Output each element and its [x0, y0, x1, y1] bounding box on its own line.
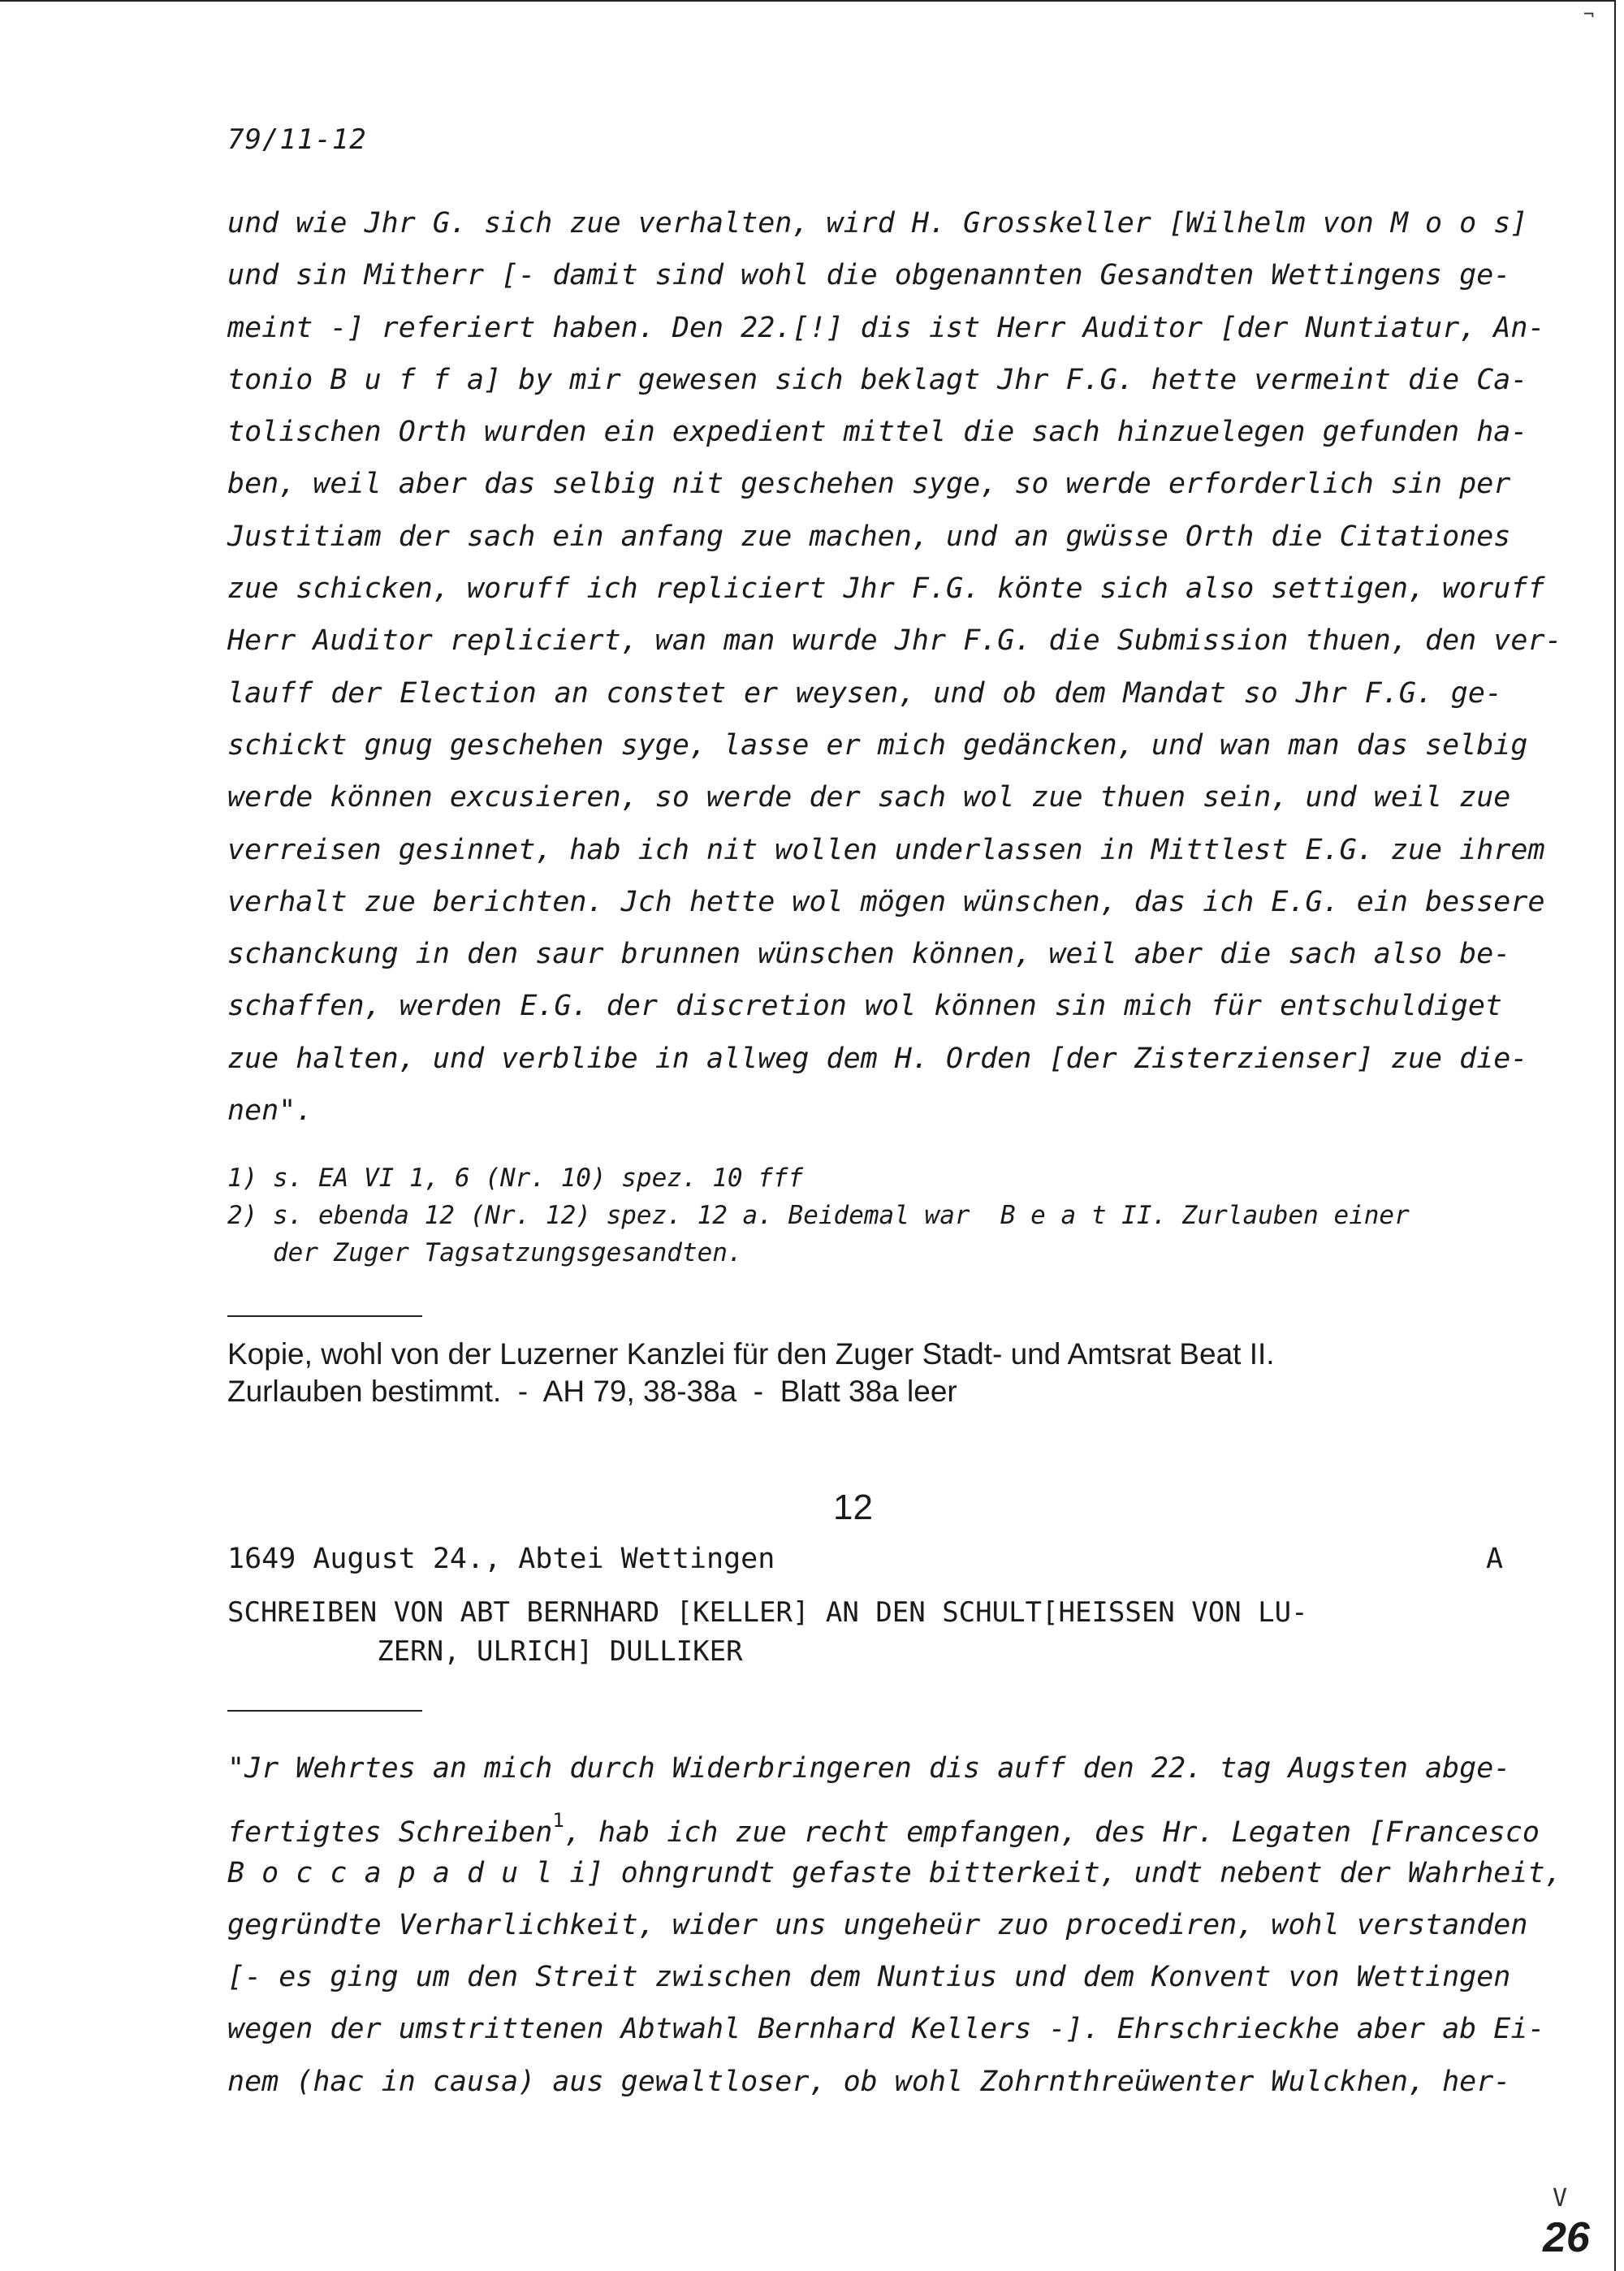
- letter-line: lauff der Election an constet er weysen, und ob dem Mandat so Jhr F.G. ge-: [227, 676, 1502, 710]
- letter-line: schanckung in den saur brunnen wünschen können, weil aber die sach also be-: [227, 938, 1511, 971]
- letter-line: zue schicken, woruff ich repliciert Jhr F.G. könte sich also settigen, woruff: [227, 572, 1545, 606]
- title-divider: [227, 1710, 422, 1712]
- letter-line: [227, 1794, 1540, 1850]
- source-note: [227, 1336, 1502, 1410]
- source-note-line: Zurlauben bestimmt. - AH 79, 38-38a - Blatt 38a leer: [227, 1375, 957, 1408]
- title-line: ZERN, ULRICH] DULLIKER: [227, 1635, 743, 1668]
- letter-text-segment: fertigtes Schreiben: [227, 1816, 553, 1850]
- letter-line: verhalt zue berichten. Jch hette wol mögen wünschen, das ich E.G. ein bessere: [227, 885, 1545, 918]
- footnote-line: 1) s. EA VI 1, 6 (Nr. 10) spez. 10 fff: [227, 1164, 804, 1193]
- letter-line: schaffen, werden E.G. der discretion wol können sin mich für entschuldiget: [227, 990, 1502, 1023]
- letter-text-segment: , hab ich zue recht empfangen, des Hr. Legaten [Francesco: [564, 1816, 1540, 1850]
- footnote-line: 2) s. ebenda 12 (Nr. 12) spez. 12 a. Beidemal war B e a t II. Zurlauben einer: [227, 1201, 1410, 1230]
- letter-line: tolischen Orth wurden ein expedient mittel die sach hinzuelegen gefunden ha-: [227, 416, 1528, 449]
- document-number: 12: [833, 1487, 873, 1527]
- letter-text: [227, 1742, 1562, 2108]
- letter-line: meint -] referiert haben. Den 22.[!] dis ist Herr Auditor [der Nuntiatur, An-: [227, 311, 1545, 344]
- letter-line: schickt gnug geschehen syge, lasse er mich gedäncken, und wan man das selbig: [227, 728, 1528, 762]
- letter-line: nen".: [227, 1094, 313, 1128]
- section-divider: [227, 1315, 422, 1317]
- letter-line: und wie Jhr G. sich zue verhalten, wird H. Grosskeller [Wilhelm von M o o s]: [227, 207, 1528, 240]
- letter-line: nem (hac in causa) aus gewaltloser, ob wohl Zohrnthreüwenter Wulckhen, her-: [227, 2065, 1511, 2098]
- scan-border-top: [0, 0, 1614, 2]
- letter-line: wegen der umstrittenen Abtwahl Bernhard Kellers -]. Ehrschrieckhe aber ab Ei-: [227, 2013, 1545, 2046]
- handwritten-page-number: 26: [1543, 2214, 1590, 2261]
- footnote-line: der Zuger Tagsatzungsgesandten.: [227, 1238, 743, 1267]
- letter-line: B o c c a p a d u l i] ohngrundt gefaste bitterkeit, undt nebent der Wahrheit,: [227, 1856, 1562, 1889]
- footnotes: [227, 1159, 1410, 1272]
- letter-line: und sin Mitherr [- damit sind wohl die obgenannten Gesandten Wettingens ge-: [227, 259, 1511, 292]
- letter-line: zue halten, und verblibe in allweg dem H. Orden [der Zisterzienser] zue die-: [227, 1042, 1528, 1075]
- letter-line: [- es ging um den Streit zwischen dem Nuntius und dem Konvent von Wettingen: [227, 1961, 1511, 1994]
- document-title: [227, 1593, 1502, 1671]
- source-note-line: Kopie, wohl von der Luzerner Kanzlei für den Zuger Stadt- und Amtsrat Beat II.: [227, 1337, 1275, 1371]
- letter-line: ben, weil aber das selbig nit geschehen syge, so werde erforderlich sin per: [227, 468, 1511, 501]
- letter-text-continued: [227, 197, 1562, 1137]
- corner-mark: ¬: [1583, 5, 1595, 25]
- scan-border-right: [1614, 0, 1616, 2271]
- letter-line: "Jr Wehrtes an mich durch Widerbringeren dis auff den 22. tag Augsten abge-: [227, 1752, 1511, 1785]
- document-type-marker: A: [1486, 1543, 1504, 1575]
- letter-line: gegründte Verharlichkeit, wider uns ungeheür zuo procediren, wohl verstanden: [227, 1908, 1528, 1941]
- letter-line: Herr Auditor repliciert, wan man wurde Jhr F.G. die Submission thuen, den ver-: [227, 624, 1562, 658]
- document-date-place: 1649 August 24., Abtei Wettingen: [227, 1543, 775, 1575]
- title-line: SCHREIBEN VON ABT BERNHARD [KELLER] AN DEN SCHULT[HEISSEN VON LU-: [227, 1596, 1308, 1629]
- letter-line: tonio B u f f a] by mir gewesen sich beklagt Jhr F.G. hette vermeint die Ca-: [227, 363, 1528, 396]
- archive-reference: 79/11-12: [227, 123, 367, 156]
- letter-line: werde können excusieren, so werde der sach wol zue thuen sein, und weil zue: [227, 781, 1511, 814]
- letter-line: verreisen gesinnet, hab ich nit wollen underlassen in Mittlest E.G. zue ihrem: [227, 833, 1545, 866]
- footnote-reference: 1: [552, 1809, 564, 1833]
- letter-line: Justitiam der sach ein anfang zue machen, und an gwüsse Orth die Citationes: [227, 520, 1511, 553]
- page-check-mark: V: [1553, 2184, 1568, 2213]
